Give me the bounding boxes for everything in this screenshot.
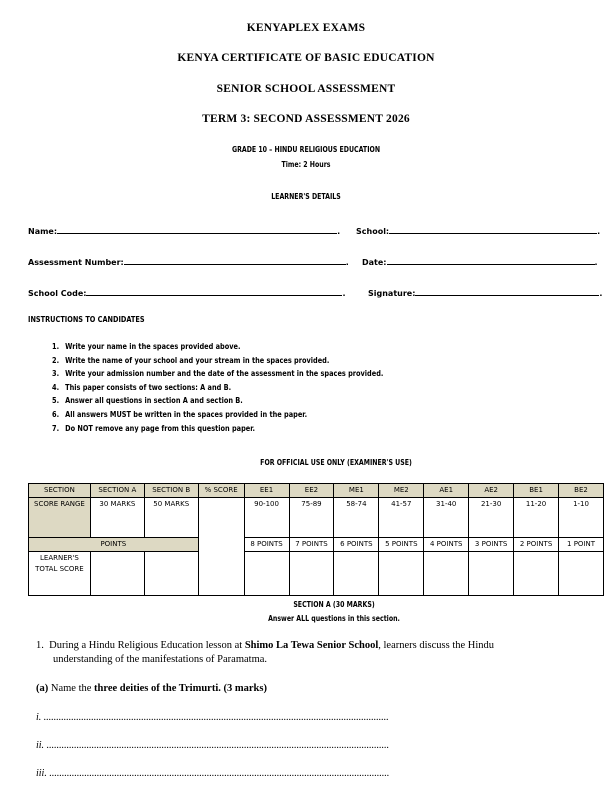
score-cell[interactable]	[469, 552, 514, 596]
assessment-number-field[interactable]: Assessment Number: .	[28, 255, 349, 267]
question-text: , learners discuss the Hindu	[378, 640, 495, 651]
points-cell: 2 POINTS	[514, 538, 559, 552]
part-label: (a)	[36, 683, 49, 694]
range-cell: 75-89	[289, 498, 334, 538]
exam-board: KENYA CERTIFICATE OF BASIC EDUCATION	[177, 52, 435, 64]
header-cell: ME1	[334, 484, 379, 498]
table-header-row	[29, 484, 604, 498]
term-title: TERM 3: SECOND ASSESSMENT 2026	[202, 113, 410, 125]
instruction-item: 3. Write your admission number and the date of the assessment in the spaces provided.	[52, 369, 384, 379]
exam-provider: KENYAPLEX EXAMS	[246, 22, 366, 34]
question-keyword: three deities of the Trimurti	[94, 683, 219, 694]
score-cell[interactable]	[334, 552, 379, 596]
assessment-number-label: Assessment Number:	[28, 258, 124, 267]
signature-line[interactable]	[415, 286, 599, 296]
score-cell[interactable]	[289, 552, 334, 596]
question-text: During a Hindu Religious Education lesson at	[49, 640, 245, 651]
answer-line[interactable]: i. ..........................................................................................................................................	[36, 712, 389, 723]
question-1-line2: understanding of the manifestations of Paramatma.	[53, 654, 268, 665]
question-text: Name the	[48, 683, 95, 694]
header-cell: BE1	[514, 484, 559, 498]
name-label: Name:	[28, 227, 58, 236]
header-cell: SECTION A	[90, 484, 144, 498]
instructions-list	[52, 340, 383, 435]
points-cell: 1 POINT	[559, 538, 604, 552]
date-line[interactable]	[387, 255, 595, 265]
learner-total-row	[29, 552, 604, 596]
range-cell: 90-100	[244, 498, 289, 538]
points-cell: 6 POINTS	[334, 538, 379, 552]
answer-label: iii.	[36, 768, 47, 779]
answer-label: i.	[36, 712, 42, 723]
header-cell: AE1	[424, 484, 469, 498]
grade-subject: GRADE 10 – HINDU RELIGIOUS EDUCATION	[231, 145, 381, 154]
score-cell[interactable]	[424, 552, 469, 596]
points-cell: 8 POINTS	[244, 538, 289, 552]
name-field[interactable]: Name: .	[28, 224, 340, 236]
range-cell: 21-30	[469, 498, 514, 538]
question-number: 1.	[36, 640, 44, 651]
score-range-row	[29, 498, 604, 538]
learner-details-heading: LEARNER'S DETAILS	[271, 192, 341, 201]
header-cell: EE1	[244, 484, 289, 498]
points-cell: 3 POINTS	[469, 538, 514, 552]
instructions-title: INSTRUCTIONS TO CANDIDATES	[28, 315, 145, 324]
section-a-score-cell[interactable]	[90, 552, 144, 596]
header-cell: % SCORE	[198, 484, 244, 498]
range-cell: 1-10	[559, 498, 604, 538]
question-1a	[36, 683, 267, 694]
instruction-item: 4. This paper consists of two sections: A and B.	[52, 382, 232, 392]
range-cell: 11-20	[514, 498, 559, 538]
score-cell[interactable]	[514, 552, 559, 596]
section-a-subtitle: Answer ALL questions in this section.	[268, 614, 400, 623]
score-cell[interactable]	[559, 552, 604, 596]
official-use-title: FOR OFFICIAL USE ONLY (EXAMINER'S USE)	[260, 458, 412, 467]
school-line[interactable]	[389, 224, 597, 234]
header-cell: AE2	[469, 484, 514, 498]
question-marks: . (3 marks)	[218, 683, 267, 694]
learner-total-label: LEARNER'S TOTAL SCORE	[29, 552, 91, 596]
answer-label: ii.	[36, 740, 45, 751]
answer-line[interactable]: iii. ........................................................................................................................................	[36, 768, 390, 779]
instruction-item: 1. Write your name in the spaces provided above.	[52, 342, 241, 351]
range-cell: 41-57	[379, 498, 424, 538]
instruction-item: 6. All answers MUST be written in the spaces provided in the paper.	[52, 409, 308, 419]
question-1	[36, 640, 494, 651]
range-cell: 31-40	[424, 498, 469, 538]
points-row	[29, 538, 604, 552]
points-cell: 7 POINTS	[289, 538, 334, 552]
section-b-score-cell[interactable]	[144, 552, 198, 596]
school-code-line[interactable]	[86, 286, 342, 296]
header-cell: SECTION	[29, 484, 91, 498]
points-cell: 4 POINTS	[424, 538, 469, 552]
range-cell: 58-74	[334, 498, 379, 538]
school-name: Shimo La Tewa Senior School	[244, 640, 379, 651]
header-cell: BE2	[559, 484, 604, 498]
instruction-item: 7. Do NOT remove any page from this question paper.	[52, 423, 256, 433]
official-score-table	[28, 483, 604, 596]
time-allowed: Time: 2 Hours	[281, 160, 331, 169]
answer-line[interactable]: ii. .........................................................................................................................................	[36, 740, 390, 751]
school-label: School:	[356, 227, 390, 236]
name-line[interactable]	[57, 224, 337, 234]
date-field[interactable]: Date: .	[362, 255, 598, 267]
instruction-item: 5. Answer all questions in section A and section B.	[52, 396, 243, 406]
header-cell: ME2	[379, 484, 424, 498]
score-cell[interactable]	[379, 552, 424, 596]
header-cell: SECTION B	[144, 484, 198, 498]
assessment-type: SENIOR SCHOOL ASSESSMENT	[216, 83, 396, 95]
section-a-title: SECTION A (30 MARKS)	[293, 600, 375, 609]
assessment-number-line[interactable]	[124, 255, 346, 265]
signature-field[interactable]: Signature: .	[368, 286, 602, 298]
points-label: POINTS	[29, 538, 199, 552]
school-code-field[interactable]: School Code: .	[28, 286, 345, 298]
score-cell[interactable]	[244, 552, 289, 596]
header-cell: EE2	[289, 484, 334, 498]
school-code-label: School Code:	[28, 289, 87, 298]
points-cell: 5 POINTS	[379, 538, 424, 552]
instruction-item: 2. Write the name of your school and your stream in the spaces provided.	[52, 355, 330, 365]
section-b-marks: 50 MARKS	[144, 498, 198, 538]
school-field[interactable]: School: .	[356, 224, 600, 236]
signature-label: Signature:	[368, 289, 416, 298]
percent-score-cell[interactable]	[198, 498, 244, 596]
score-range-label: SCORE RANGE	[29, 498, 91, 538]
section-a-marks: 30 MARKS	[90, 498, 144, 538]
date-label: Date:	[362, 258, 387, 267]
